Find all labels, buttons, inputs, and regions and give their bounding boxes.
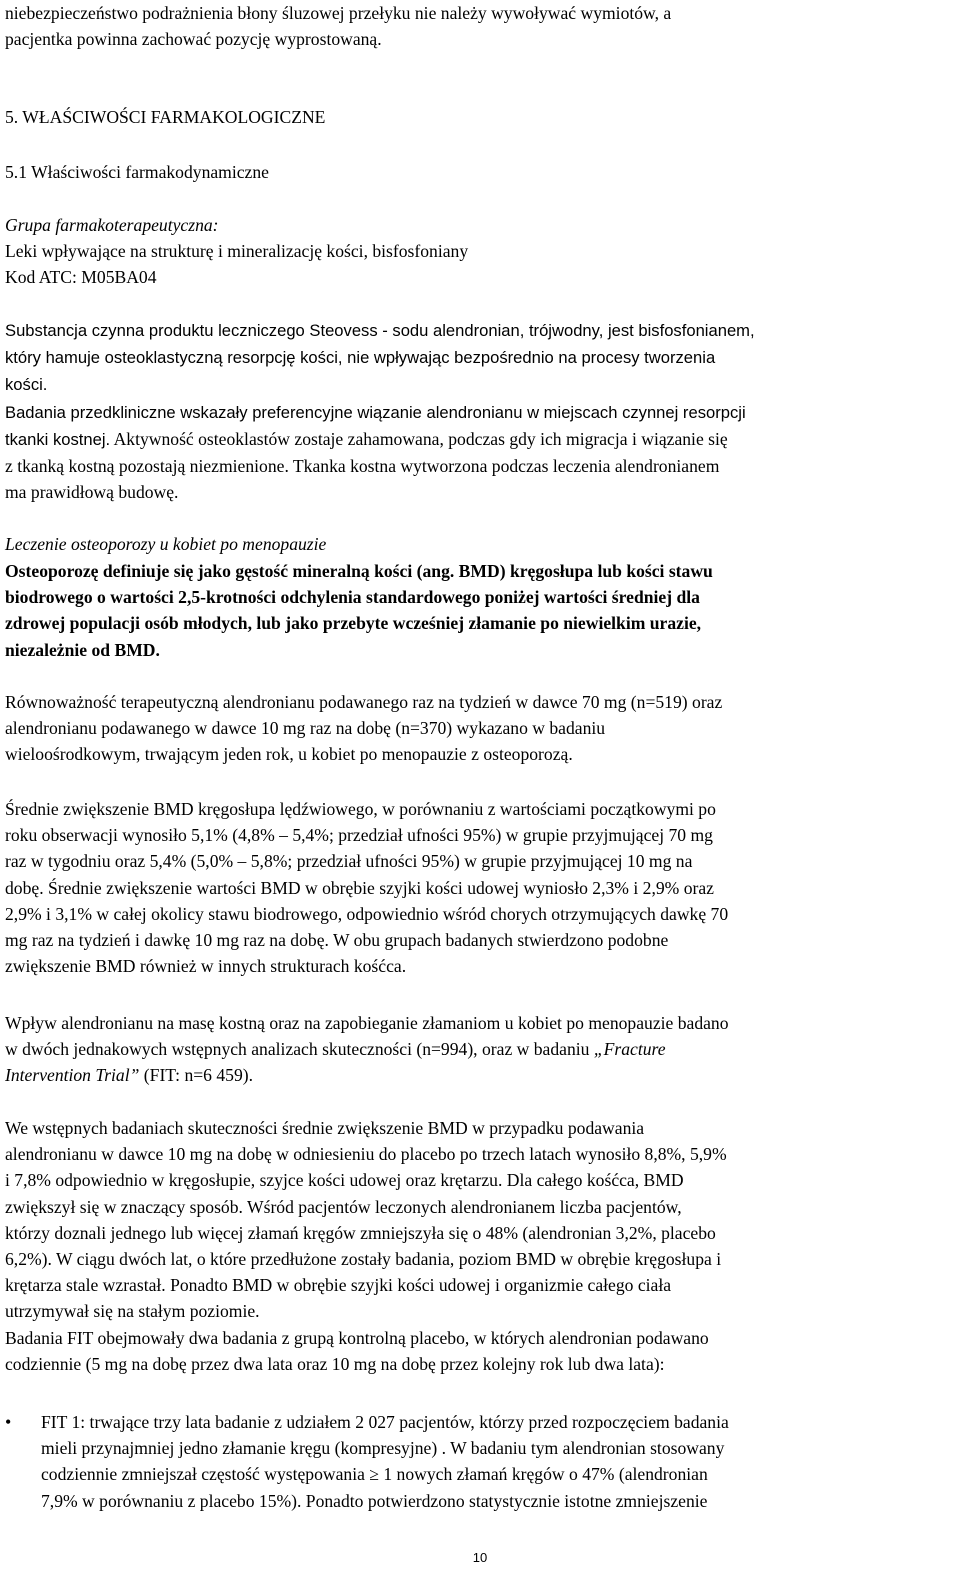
- section-subheading: 5.1 Właściwości farmakodynamiczne: [5, 162, 269, 182]
- text-line: krętarza stale wzrastał. Ponadto BMD w obrębie szyjki kości udowej i organizmie całego ciała: [5, 1275, 672, 1296]
- text-line: Substancja czynna produktu leczniczego Steovess - sodu alendronian, trójwodny, jest bisfosfonianem,: [5, 321, 755, 340]
- intro-paragraph: [5, 0, 955, 52]
- text-line: z tkanką kostną pozostają niezmienione. Tkanka kostna wytworzona podczas leczenia alendronianem: [5, 456, 720, 477]
- text-line: Badania FIT obejmowały dwa badania z grupą kontrolną placebo, w których alendronian podawano: [5, 1327, 709, 1348]
- osteoporosis-heading: Leczenie osteoporozy u kobiet po menopauzie: [5, 534, 327, 554]
- text-line: 2,9% i 3,1% w całej okolicy stawu biodrowego, odpowiednio wśród chorych otrzymujących dawkę 70: [5, 903, 729, 924]
- bullet-marker: •: [5, 1412, 12, 1432]
- page-number: 10: [472, 1550, 488, 1565]
- group-label: Grupa farmakoterapeutyczna:: [5, 215, 219, 235]
- text-line: pacjentka powinna zachować pozycję wyprostowaną.: [5, 29, 382, 50]
- text-line: dobę. Średnie zwiększenie wartości BMD w obrębie szyjki kości udowej wyniosło 2,3% i 2,9% oraz: [5, 877, 714, 898]
- text-line: roku obserwacji wynosiło 5,1% (4,8% – 5,4%; przedział ufności 95%) w grupie przyjmującej 70 mg: [5, 825, 713, 846]
- text-line: Średnie zwiększenie BMD kręgosłupa lędźwiowego, w porównaniu z wartościami początkowymi po: [5, 799, 716, 819]
- trial-name: Intervention Trial”: [5, 1065, 140, 1086]
- text-line: Wpływ alendronianu na masę kostną oraz na zapobieganie złamaniom u kobiet po menopauzie badano: [5, 1013, 729, 1033]
- text-line: alendronianu podawanego w dawce 10 mg raz na dobę (n=370) wykazano w badaniu: [5, 718, 606, 739]
- text-line: kości.: [5, 375, 48, 395]
- text-line: niebezpieczeństwo podrażnienia błony śluzowej przełyku nie należy wywoływać wymiotów, a: [5, 3, 672, 23]
- text-line: raz w tygodniu oraz 5,4% (5,0% – 5,8%; przedział ufności 95%) w grupie przyjmującej 10 mg na: [5, 851, 693, 872]
- section-heading: 5. WŁAŚCIWOŚCI FARMAKOLOGICZNE: [5, 107, 326, 127]
- text-line: utrzymywał się na stałym poziomie.: [5, 1301, 260, 1322]
- trial-name: „Fracture: [593, 1039, 666, 1060]
- text-line: Równoważność terapeutyczną alendronianu podawanego raz na tydzień w dawce 70 mg (n=519) oraz: [5, 692, 723, 712]
- group-value: Leki wpływające na strukturę i mineralizację kości, bisfosfoniany: [5, 241, 469, 261]
- text-line: ma prawidłową budowę.: [5, 482, 179, 503]
- text-line: niezależnie od BMD.: [5, 639, 160, 660]
- text-line: 7,9% w porównaniu z placebo 15%). Ponadto potwierdzono statystycznie istotne zmniejszenie: [41, 1490, 708, 1511]
- text-line: We wstępnych badaniach skuteczności średnie zwiększenie BMD w przypadku podawania: [5, 1118, 645, 1138]
- text-line: zdrowej populacji osób młodych, lub jako przebyte wcześniej złamanie po niewielkim urazie,: [5, 613, 702, 634]
- text-line: FIT 1: trwające trzy lata badanie z udziałem 2 027 pacjentów, którzy przed rozpoczęciem badania: [41, 1412, 729, 1432]
- text-line: Badania przedkliniczne wskazały preferencyjne wiązanie alendronianu w miejscach czynnej resorpcji: [5, 402, 746, 422]
- text-line: zwiększył się w znaczący sposób. Wśród pacjentów leczonych alendronianem liczba pacjentów,: [5, 1196, 682, 1217]
- text-line: którzy doznali jednego lub więcej złamań kręgów zmniejszyła się o 48% (alendronian 3,2%, placebo: [5, 1222, 716, 1243]
- text-line: Osteoporozę definiuje się jako gęstość mineralną kości (ang. BMD) kręgosłupa lub kości stawu: [5, 561, 713, 581]
- text-line: alendronianu w dawce 10 mg na dobę w odniesieniu do placebo po trzech latach wynosiło 8,8%, 5,9%: [5, 1144, 727, 1165]
- prelim-paragraph: [5, 1115, 955, 1377]
- text-line: codziennie (5 mg na dobę przez dwa lata oraz 10 mg na dobę przez kolejny rok lub dwa lata):: [5, 1353, 665, 1374]
- text-line: w dwóch jednakowych wstępnych analizach skuteczności (n=994), oraz w badaniu: [5, 1039, 594, 1060]
- text-line: mg raz na tydzień i dawkę 10 mg raz na dobę. W obu grupach badanych stwierdzono podobne: [5, 930, 669, 951]
- text-line: codziennie zmniejszał częstość występowania ≥ 1 nowych złamań kręgów o 47% (alendronian: [41, 1464, 708, 1485]
- text-line: wieloośrodkowym, trwającym jeden rok, u kobiet po menopauzie z osteoporozą.: [5, 744, 573, 765]
- text-line: zwiększenie BMD również w innych strukturach kośćca.: [5, 956, 407, 977]
- bullet-item-fit1: [41, 1409, 955, 1514]
- bmd-paragraph: [5, 796, 955, 979]
- text-line: który hamuje osteoklastyczną resorpcję kości, nie wpływając bezpośrednio na procesy tworzenia: [5, 348, 716, 368]
- substance-paragraph: [5, 317, 955, 505]
- text-line: tkanki kostnej.: [5, 429, 111, 449]
- text-line: biodrowego o wartości 2,5-krotności odchylenia standardowego poniżej wartości średniej dla: [5, 587, 700, 608]
- equivalence-paragraph: [5, 689, 955, 768]
- text-line: i 7,8% odpowiednio w kręgosłupie, szyjce kości udowej oraz krętarzu. Dla całego kośćca, BMD: [5, 1170, 684, 1191]
- text-line: (FIT: n=6 459).: [139, 1065, 254, 1086]
- text-line: 6,2%). W ciągu dwóch lat, o które przedłużone zostały badania, poziom BMD w obrębie kręgosłupa i: [5, 1249, 722, 1270]
- effect-paragraph: [5, 1010, 955, 1089]
- atc-code: Kod ATC: M05BA04: [5, 267, 157, 287]
- text-line: mieli przynajmniej jedno złamanie kręgu (kompresyjne) . W badaniu tym alendronian stosowany: [41, 1438, 725, 1459]
- osteoporosis-definition: [5, 558, 955, 663]
- text-line: Aktywność osteoklastów zostaje zahamowana, podczas gdy ich migracja i wiązanie się: [110, 428, 728, 449]
